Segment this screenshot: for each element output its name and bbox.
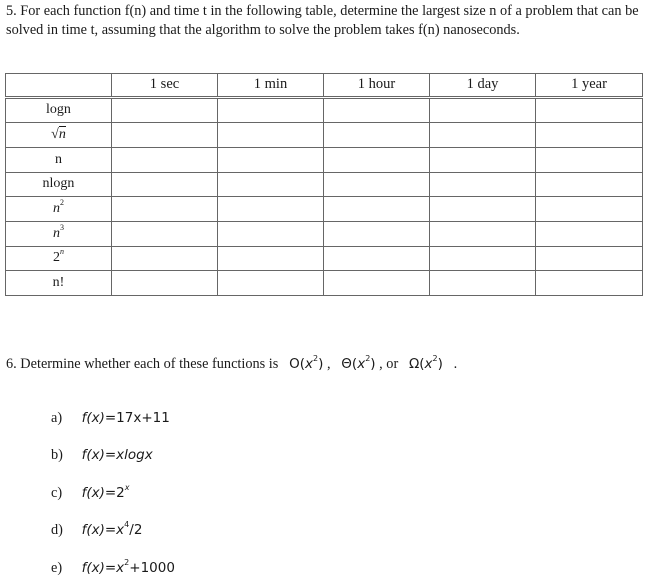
sqrt-expression: √n (51, 127, 66, 143)
table-cell (536, 123, 643, 148)
table-cell (218, 172, 324, 197)
subquestion-label: c) (51, 485, 63, 501)
table-cell (536, 221, 643, 246)
big-omega-notation: $\Omega(x^2)$ (408, 354, 443, 372)
row-label-nlogn: nlogn (6, 172, 112, 197)
table-cell (430, 221, 536, 246)
row-label-logn: logn (6, 97, 112, 123)
subquestion-b (51, 445, 153, 465)
function-expression: $f(x)=x^4/2$ (81, 520, 143, 538)
table-cell (112, 221, 218, 246)
table-row (6, 221, 643, 246)
subquestion-label: e) (51, 560, 63, 576)
row-label-sqrt-n (6, 123, 112, 148)
subquestion-label: d) (51, 522, 63, 538)
subquestion-label: b) (51, 447, 63, 463)
table-cell (430, 271, 536, 296)
table-header-row (6, 74, 643, 98)
table-cell (324, 172, 430, 197)
table-cell (430, 147, 536, 172)
table-row (6, 147, 643, 172)
separator-comma: , (326, 356, 331, 372)
table-cell (218, 123, 324, 148)
subquestion-a (51, 408, 170, 428)
row-label-n: n (6, 147, 112, 172)
table-cell (324, 123, 430, 148)
table-cell (112, 246, 218, 271)
table-cell (218, 246, 324, 271)
header-corner (6, 74, 112, 98)
table-cell (218, 97, 324, 123)
header-1-hour: 1 hour (324, 74, 430, 98)
table-cell (324, 246, 430, 271)
table-cell (218, 147, 324, 172)
separator-or: , or (379, 356, 399, 372)
table-cell (536, 246, 643, 271)
question-5-text: 5. For each function f(n) and time t in the following table, determine the largest size n of a problem that can be solved in time t, assuming that the algorithm to solve the problem takes f(n) nanoseconds. (6, 3, 639, 38)
subquestion-d (51, 520, 142, 540)
question-6-prefix: 6. Determine whether each of these functions is (6, 356, 279, 372)
growth-table (5, 73, 643, 296)
function-expression: f(x)=17x+11 (81, 410, 170, 426)
question-6-text (6, 354, 457, 374)
table-cell (324, 221, 430, 246)
table-cell (324, 97, 430, 123)
table-cell (430, 197, 536, 222)
table-cell (536, 147, 643, 172)
table-cell (112, 197, 218, 222)
row-label-n-squared: $n^2$ (6, 197, 112, 222)
subquestion-c (51, 483, 130, 503)
table-cell (430, 97, 536, 123)
big-o-notation: $O(x^2)$ (289, 354, 324, 372)
table-cell (112, 97, 218, 123)
table-cell (430, 123, 536, 148)
row-label-2-power-n: 2$^n$ (6, 246, 112, 271)
table-row (6, 97, 643, 123)
table-cell (218, 197, 324, 222)
function-expression: $f(x)=2^x$ (81, 483, 130, 501)
table-row (6, 123, 643, 148)
table-row (6, 246, 643, 271)
header-1-min: 1 min (218, 74, 324, 98)
header-1-year: 1 year (536, 74, 643, 98)
header-1-day: 1 day (430, 74, 536, 98)
subquestion-label: a) (51, 410, 63, 426)
table-cell (324, 147, 430, 172)
table-cell (430, 172, 536, 197)
table-cell (430, 246, 536, 271)
table-cell (112, 147, 218, 172)
table-row (6, 172, 643, 197)
big-theta-notation: $\Theta(x^2)$ (341, 354, 376, 372)
table-cell (112, 271, 218, 296)
function-expression: f(x)=xlogx (81, 447, 153, 463)
table-cell (324, 197, 430, 222)
table-cell (536, 271, 643, 296)
table-row (6, 197, 643, 222)
header-1-sec: 1 sec (112, 74, 218, 98)
table-cell (536, 197, 643, 222)
table-cell (218, 271, 324, 296)
table-cell (218, 221, 324, 246)
row-label-n-cubed: $n^3$ (6, 221, 112, 246)
row-label-n-factorial: n! (6, 271, 112, 296)
function-expression: $f(x)=x^2+1000$ (81, 558, 175, 576)
sentence-period: . (453, 356, 458, 372)
table-cell (112, 123, 218, 148)
subquestion-e (51, 558, 175, 578)
table-cell (536, 97, 643, 123)
table-cell (536, 172, 643, 197)
table-cell (112, 172, 218, 197)
table-row (6, 271, 643, 296)
table-cell (324, 271, 430, 296)
